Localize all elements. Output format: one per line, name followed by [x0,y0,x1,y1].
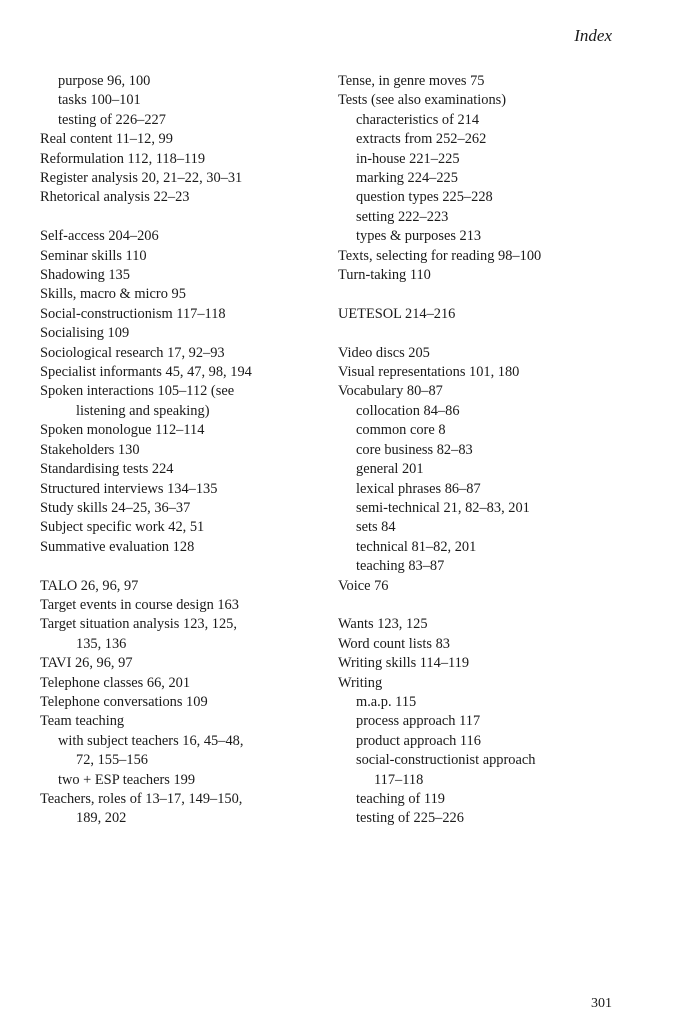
index-entry: UETESOL 214–216 [338,305,456,322]
index-gap [338,596,638,615]
index-subentry: m.a.p. 115 [356,693,417,710]
index-entry: Video discs 205 [338,344,430,361]
index-entry: Rhetorical analysis 22–23 [40,189,190,206]
index-subentry: tasks 100–101 [58,92,141,109]
index-subentry: question types 225–228 [356,189,493,206]
index-column-right [338,72,638,829]
index-entry: Team teaching [40,713,125,730]
index-subentry: purpose 96, 100 [58,73,151,89]
index-entry: Reformulation 112, 118–119 [40,150,206,167]
index-gap [338,285,638,304]
index-subentry: two + ESP teachers 199 [58,771,196,788]
index-entry: Socialising 109 [40,325,130,342]
index-entry: Telephone classes 66, 201 [40,674,191,691]
index-subentry: testing of 226–227 [58,111,166,128]
index-subentry: with subject teachers 16, 45–48, [58,732,244,749]
index-subentry: 135, 136 [76,635,127,652]
index-gap [338,324,638,343]
index-subentry: teaching of 119 [356,790,445,807]
index-subentry: social-constructionist approach [356,752,536,769]
index-entry: Voice 76 [338,577,389,594]
index-subentry: semi-technical 21, 82–83, 201 [356,499,530,516]
index-entry: Tests (see also examinations) [338,92,507,109]
index-subentry: 117–118 [374,771,424,788]
index-subentry: setting 222–223 [356,208,449,225]
index-subentry: process approach 117 [356,713,481,730]
index-entry: Turn-taking 110 [338,267,431,284]
index-entry: Writing [338,674,383,691]
index-subentry: in-house 221–225 [356,150,460,167]
index-entry: Telephone conversations 109 [40,693,208,710]
index-entry: Writing skills 114–119 [338,655,470,672]
index-subentry: extracts from 252–262 [356,131,487,148]
index-gap [40,208,320,227]
index-subentry: lexical phrases 86–87 [356,480,481,497]
index-entry: TAVI 26, 96, 97 [40,655,133,672]
page-number: 301 [591,996,612,1011]
index-subentry: teaching 83–87 [356,558,445,575]
index-subentry: listening and speaking) [76,402,210,419]
index-entry: Social-constructionism 117–118 [40,305,226,322]
index-entry: Standardising tests 224 [40,461,174,478]
index-entry: TALO 26, 96, 97 [40,577,139,594]
index-entry: Spoken monologue 112–114 [40,422,205,439]
index-subentry: technical 81–82, 201 [356,538,477,555]
index-subentry: collocation 84–86 [356,402,460,419]
index-entry: Study skills 24–25, 36–37 [40,499,191,516]
index-entry: Summative evaluation 128 [40,538,195,555]
index-subentry: core business 82–83 [356,441,473,458]
index-subentry: marking 224–225 [356,170,458,187]
index-entry: Texts, selecting for reading 98–100 [338,247,542,264]
index-subentry: product approach 116 [356,732,481,749]
index-subentry: types & purposes 213 [356,228,482,245]
index-entry: Wants 123, 125 [338,616,428,633]
index-entry: Tense, in genre moves 75 [338,73,485,89]
index-entry: Subject specific work 42, 51 [40,519,205,536]
index-entry: Register analysis 20, 21–22, 30–31 [40,170,243,187]
index-entry: Real content 11–12, 99 [40,131,173,148]
index-subentry: sets 84 [356,519,396,536]
index-entry: Seminar skills 110 [40,247,147,264]
index-subentry: characteristics of 214 [356,111,480,128]
index-subentry: 189, 202 [76,810,127,827]
index-entry: Target events in course design 163 [40,596,239,613]
index-gap [40,557,320,576]
index-subentry: common core 8 [356,422,446,439]
index-entry: Stakeholders 130 [40,441,140,458]
index-entry: Sociological research 17, 92–93 [40,344,225,361]
index-entry: Vocabulary 80–87 [338,383,443,400]
index-subentry: general 201 [356,461,424,478]
index-entry: Teachers, roles of 13–17, 149–150, [40,791,243,807]
index-subentry: 72, 155–156 [76,752,148,769]
index-entry: Structured interviews 134–135 [40,480,218,497]
index-entry: Self-access 204–206 [40,228,159,245]
index-entry: Word count lists 83 [338,635,450,652]
index-entry: Shadowing 135 [40,267,130,284]
index-entry: Skills, macro & micro 95 [40,286,186,303]
index-column-left [40,72,320,829]
index-entry: Specialist informants 45, 47, 98, 194 [40,364,252,381]
running-header: Index [574,26,612,45]
index-subentry: testing of 225–226 [356,810,464,827]
index-entry: Visual representations 101, 180 [338,364,520,381]
index-entry: Target situation analysis 123, 125, [40,616,237,633]
index-entry: Spoken interactions 105–112 (see [40,383,235,400]
